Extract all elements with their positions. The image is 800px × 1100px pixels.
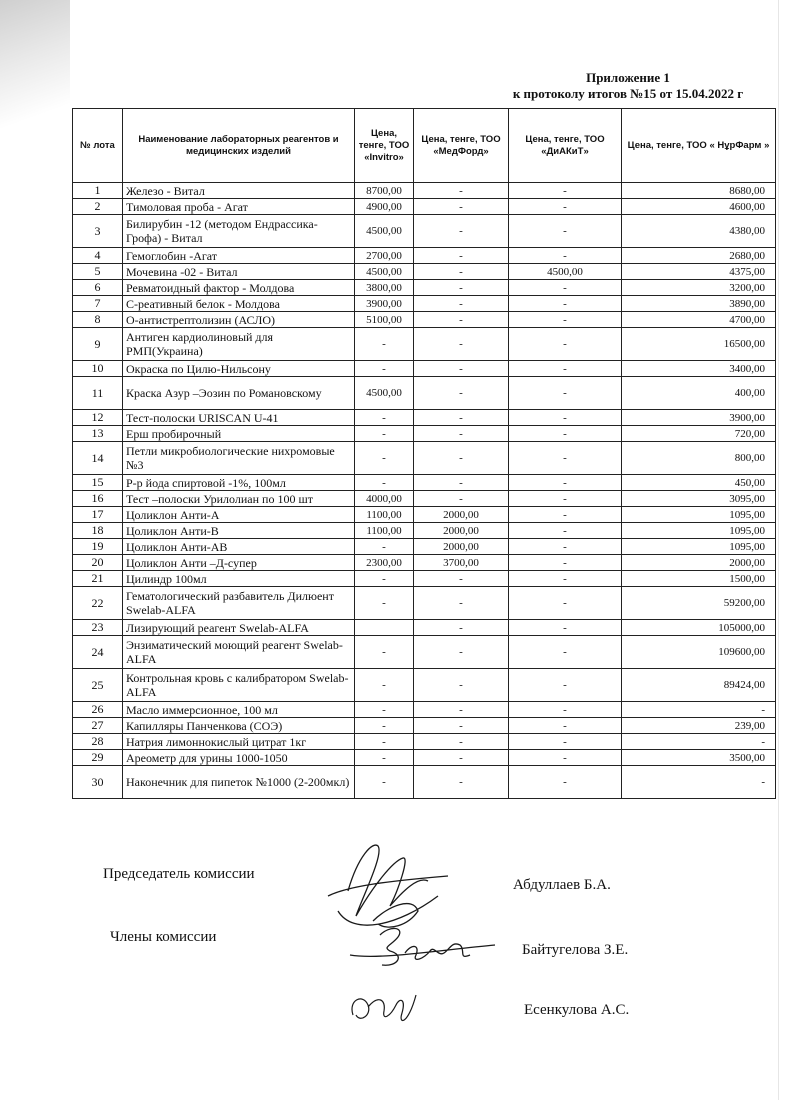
price-nurfarm: 4700,00 [622, 312, 776, 328]
lot-number: 17 [73, 507, 123, 523]
price-medford: - [414, 328, 509, 361]
price-diakit: - [509, 523, 622, 539]
price-diakit: - [509, 426, 622, 442]
price-invitro: - [355, 750, 414, 766]
lot-number: 28 [73, 734, 123, 750]
table-row [73, 442, 776, 475]
lot-number: 25 [73, 669, 123, 702]
table-body [73, 183, 776, 799]
price-nurfarm: 4380,00 [622, 215, 776, 248]
price-diakit: - [509, 199, 622, 215]
price-diakit: - [509, 328, 622, 361]
price-medford: - [414, 426, 509, 442]
price-diakit: - [509, 539, 622, 555]
price-invitro: 8700,00 [355, 183, 414, 199]
price-table [72, 108, 776, 799]
member1-signature [320, 915, 500, 975]
table-row [73, 766, 776, 799]
price-nurfarm: 3200,00 [622, 280, 776, 296]
table-row [73, 426, 776, 442]
header-price-nurfarm: Цена, тенге, ТОО « НұрФарм » [622, 109, 776, 183]
price-nurfarm: 2000,00 [622, 555, 776, 571]
lot-number: 6 [73, 280, 123, 296]
price-medford: - [414, 312, 509, 328]
table-row [73, 280, 776, 296]
price-diakit: - [509, 215, 622, 248]
item-name: Билирубин -12 (методом Ендрассика-Грофа) - Витал [123, 215, 355, 248]
lot-number: 16 [73, 491, 123, 507]
member2-name: Есенкулова А.С. [524, 1002, 630, 1018]
item-name: Антиген кардиолиновый для РМП(Украина) [123, 328, 355, 361]
price-medford: - [414, 636, 509, 669]
price-nurfarm: 3500,00 [622, 750, 776, 766]
table-row [73, 571, 776, 587]
lot-number: 21 [73, 571, 123, 587]
price-nurfarm: 1095,00 [622, 539, 776, 555]
price-invitro: - [355, 426, 414, 442]
price-nurfarm: - [622, 766, 776, 799]
table-row [73, 199, 776, 215]
price-invitro: - [355, 571, 414, 587]
lot-number: 27 [73, 718, 123, 734]
table-row [73, 215, 776, 248]
item-name: Гематологический разбавитель Дилюент Swelab-ALFA [123, 587, 355, 620]
item-name: Цоликлон Анти-А [123, 507, 355, 523]
item-name: Тимоловая проба - Агат [123, 199, 355, 215]
price-invitro: - [355, 539, 414, 555]
price-medford: - [414, 571, 509, 587]
price-invitro: - [355, 718, 414, 734]
item-name: О-антистрептолизин (АСЛО) [123, 312, 355, 328]
price-medford: - [414, 491, 509, 507]
price-invitro: 2700,00 [355, 248, 414, 264]
item-name: Наконечник для пипеток №1000 (2-200мкл) [123, 766, 355, 799]
price-medford: - [414, 766, 509, 799]
table-row [73, 264, 776, 280]
price-diakit: - [509, 280, 622, 296]
price-medford: 2000,00 [414, 539, 509, 555]
table-row [73, 377, 776, 410]
item-name: Капилляры Панченкова (СОЭ) [123, 718, 355, 734]
table-row [73, 312, 776, 328]
item-name: Энзиматический моющий реагент Swelab-ALFA [123, 636, 355, 669]
price-nurfarm: 720,00 [622, 426, 776, 442]
price-medford: 3700,00 [414, 555, 509, 571]
price-nurfarm: - [622, 702, 776, 718]
price-invitro: 4000,00 [355, 491, 414, 507]
price-diakit: - [509, 620, 622, 636]
price-medford: - [414, 215, 509, 248]
table-row [73, 183, 776, 199]
price-medford: - [414, 296, 509, 312]
lot-number: 4 [73, 248, 123, 264]
price-invitro: - [355, 442, 414, 475]
lot-number: 8 [73, 312, 123, 328]
price-diakit: - [509, 587, 622, 620]
price-diakit: - [509, 636, 622, 669]
price-nurfarm: 59200,00 [622, 587, 776, 620]
member2-signature [338, 985, 428, 1035]
price-medford: - [414, 442, 509, 475]
item-name: Мочевина -02 - Витал [123, 264, 355, 280]
price-medford: - [414, 750, 509, 766]
lot-number: 30 [73, 766, 123, 799]
chair-name: Абдуллаев Б.А. [513, 877, 611, 893]
lot-number: 26 [73, 702, 123, 718]
price-medford: - [414, 669, 509, 702]
table-row [73, 555, 776, 571]
item-name: С-реативный белок - Молдова [123, 296, 355, 312]
price-nurfarm: 3095,00 [622, 491, 776, 507]
lot-number: 15 [73, 475, 123, 491]
price-nurfarm: 109600,00 [622, 636, 776, 669]
price-nurfarm: 89424,00 [622, 669, 776, 702]
price-diakit: - [509, 734, 622, 750]
member1-name: Байтугелова З.Е. [522, 942, 629, 958]
lot-number: 22 [73, 587, 123, 620]
lot-number: 18 [73, 523, 123, 539]
price-medford: - [414, 377, 509, 410]
header-price-medford: Цена, тенге, ТОО «МедФорд» [414, 109, 509, 183]
price-medford: - [414, 702, 509, 718]
price-diakit: - [509, 766, 622, 799]
price-nurfarm: 4375,00 [622, 264, 776, 280]
lot-number: 23 [73, 620, 123, 636]
price-diakit: - [509, 312, 622, 328]
item-name: Ревматоидный фактор - Молдова [123, 280, 355, 296]
members-label: Члены комиссии [110, 929, 217, 945]
table-row [73, 248, 776, 264]
item-name: Окраска по Цилю-Нильсону [123, 361, 355, 377]
table-row [73, 491, 776, 507]
price-diakit: 4500,00 [509, 264, 622, 280]
lot-number: 1 [73, 183, 123, 199]
price-invitro: - [355, 475, 414, 491]
price-diakit: - [509, 442, 622, 475]
appendix-title: Приложение 1 [586, 70, 670, 85]
table-row [73, 539, 776, 555]
price-invitro: - [355, 410, 414, 426]
lot-number: 12 [73, 410, 123, 426]
price-diakit: - [509, 183, 622, 199]
lot-number: 19 [73, 539, 123, 555]
price-invitro: - [355, 361, 414, 377]
price-diakit: - [509, 669, 622, 702]
price-invitro: 4500,00 [355, 377, 414, 410]
price-diakit: - [509, 491, 622, 507]
item-name: Цоликлон Анти-АВ [123, 539, 355, 555]
price-diakit: - [509, 507, 622, 523]
table-row [73, 702, 776, 718]
price-diakit: - [509, 702, 622, 718]
scan-shadow [0, 0, 70, 160]
item-name: Лизирующий реагент Swelab-ALFA [123, 620, 355, 636]
table-row [73, 718, 776, 734]
price-medford: - [414, 248, 509, 264]
item-name: Гемоглобин -Агат [123, 248, 355, 264]
header-price-invitro: Цена, тенге, ТОО «Invitro» [355, 109, 414, 183]
price-medford: - [414, 410, 509, 426]
price-diakit: - [509, 377, 622, 410]
price-invitro: 5100,00 [355, 312, 414, 328]
price-diakit: - [509, 750, 622, 766]
price-invitro: 4500,00 [355, 215, 414, 248]
item-name: Ареометр для урины 1000-1050 [123, 750, 355, 766]
price-invitro: - [355, 636, 414, 669]
scan-edge-line [778, 0, 779, 1100]
price-invitro: - [355, 702, 414, 718]
item-name: Ерш пробирочный [123, 426, 355, 442]
table-row [73, 296, 776, 312]
price-nurfarm: 1095,00 [622, 523, 776, 539]
price-medford: - [414, 718, 509, 734]
price-invitro: 3900,00 [355, 296, 414, 312]
table-row [73, 750, 776, 766]
table-row [73, 636, 776, 669]
price-diakit: - [509, 296, 622, 312]
price-medford: - [414, 734, 509, 750]
table-row [73, 328, 776, 361]
table-row [73, 507, 776, 523]
price-medford: - [414, 199, 509, 215]
item-name: Краска Азур –Эозин по Романовскому [123, 377, 355, 410]
price-medford: - [414, 475, 509, 491]
item-name: Тест-полоски URISCAN U-41 [123, 410, 355, 426]
table-row [73, 475, 776, 491]
lot-number: 24 [73, 636, 123, 669]
price-invitro: 3800,00 [355, 280, 414, 296]
price-diakit: - [509, 555, 622, 571]
price-diakit: - [509, 361, 622, 377]
header-item-name: Наименование лабораторных реагентов и медицинских изделий [123, 109, 355, 183]
table-row [73, 734, 776, 750]
lot-number: 20 [73, 555, 123, 571]
table-row [73, 587, 776, 620]
chair-label: Председатель комиссии [103, 866, 255, 882]
price-nurfarm: - [622, 734, 776, 750]
price-nurfarm: 1095,00 [622, 507, 776, 523]
table-row [73, 669, 776, 702]
price-medford: - [414, 264, 509, 280]
price-diakit: - [509, 410, 622, 426]
price-medford: - [414, 183, 509, 199]
price-invitro: - [355, 734, 414, 750]
price-invitro: 4500,00 [355, 264, 414, 280]
price-medford: - [414, 587, 509, 620]
price-invitro: 1100,00 [355, 507, 414, 523]
item-name: Р-р йода спиртовой -1%, 100мл [123, 475, 355, 491]
item-name: Натрия лимоннокислый цитрат 1кг [123, 734, 355, 750]
price-nurfarm: 3890,00 [622, 296, 776, 312]
table-row [73, 410, 776, 426]
item-name: Цоликлон Анти-В [123, 523, 355, 539]
price-nurfarm: 400,00 [622, 377, 776, 410]
table-row [73, 620, 776, 636]
price-invitro: - [355, 766, 414, 799]
lot-number: 13 [73, 426, 123, 442]
price-diakit: - [509, 248, 622, 264]
price-invitro: 2300,00 [355, 555, 414, 571]
price-nurfarm: 450,00 [622, 475, 776, 491]
appendix-subtitle: к протоколу итогов №15 от 15.04.2022 г [512, 86, 744, 101]
price-nurfarm: 2680,00 [622, 248, 776, 264]
price-invitro: - [355, 328, 414, 361]
header-price-diakit: Цена, тенге, ТОО «ДиАКиТ» [509, 109, 622, 183]
header-lot-number: № лота [73, 109, 123, 183]
lot-number: 9 [73, 328, 123, 361]
item-name: Цилиндр 100мл [123, 571, 355, 587]
price-medford: 2000,00 [414, 507, 509, 523]
item-name: Контрольная кровь с калибратором Swelab-ALFA [123, 669, 355, 702]
price-diakit: - [509, 475, 622, 491]
lot-number: 29 [73, 750, 123, 766]
price-medford: - [414, 620, 509, 636]
table-row [73, 361, 776, 377]
lot-number: 11 [73, 377, 123, 410]
price-nurfarm: 8680,00 [622, 183, 776, 199]
price-invitro: 4900,00 [355, 199, 414, 215]
item-name: Масло иммерсионное, 100 мл [123, 702, 355, 718]
item-name: Тест –полоски Урилолиан по 100 шт [123, 491, 355, 507]
lot-number: 2 [73, 199, 123, 215]
price-medford: 2000,00 [414, 523, 509, 539]
price-invitro: - [355, 587, 414, 620]
price-nurfarm: 3900,00 [622, 410, 776, 426]
price-diakit: - [509, 718, 622, 734]
price-nurfarm: 4600,00 [622, 199, 776, 215]
price-invitro: - [355, 669, 414, 702]
price-nurfarm: 800,00 [622, 442, 776, 475]
item-name: Петли микробиологические нихромовые №3 [123, 442, 355, 475]
lot-number: 7 [73, 296, 123, 312]
item-name: Железо - Витал [123, 183, 355, 199]
price-invitro [355, 620, 414, 636]
price-medford: - [414, 361, 509, 377]
price-nurfarm: 16500,00 [622, 328, 776, 361]
price-invitro: 1100,00 [355, 523, 414, 539]
appendix-header [478, 70, 778, 102]
price-diakit: - [509, 571, 622, 587]
table-row [73, 523, 776, 539]
lot-number: 5 [73, 264, 123, 280]
lot-number: 10 [73, 361, 123, 377]
price-nurfarm: 239,00 [622, 718, 776, 734]
lot-number: 3 [73, 215, 123, 248]
price-medford: - [414, 280, 509, 296]
price-nurfarm: 3400,00 [622, 361, 776, 377]
item-name: Цоликлон Анти –Д-супер [123, 555, 355, 571]
price-nurfarm: 1500,00 [622, 571, 776, 587]
price-nurfarm: 105000,00 [622, 620, 776, 636]
lot-number: 14 [73, 442, 123, 475]
table-header-row [73, 109, 776, 183]
